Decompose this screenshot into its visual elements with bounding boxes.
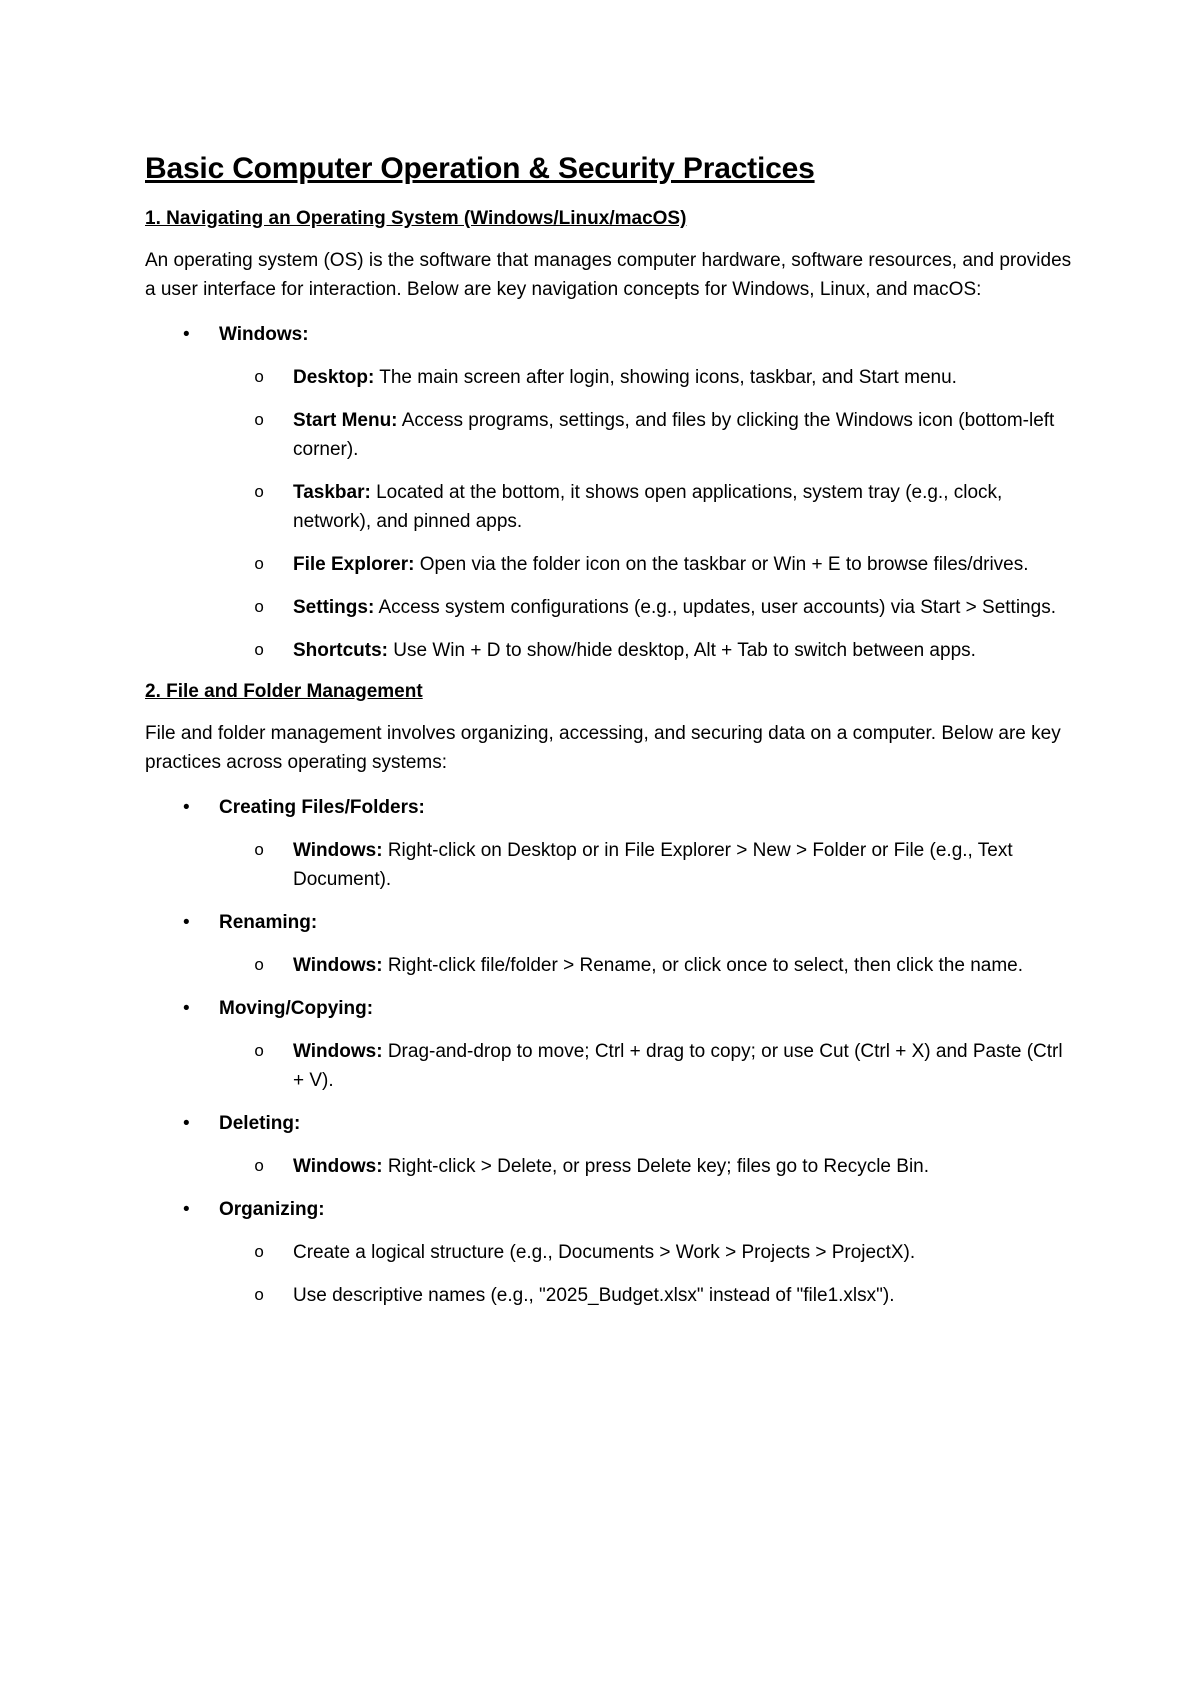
sub-list-item (219, 593, 1075, 622)
sub-bullet-icon: o (254, 369, 265, 388)
list-item (145, 793, 1075, 894)
list-item (145, 908, 1075, 980)
sub-item-text: Access system configurations (e.g., updates, user accounts) via Start > Settings. (374, 597, 1056, 618)
sub-bullet-icon: o (254, 556, 265, 575)
term-label: Desktop: (293, 367, 375, 388)
sub-item-text: Right-click > Delete, or press Delete key; files go to Recycle Bin. (382, 1156, 930, 1177)
list-item-label: Organizing: (219, 1199, 325, 1220)
sub-bullet-icon: o (254, 957, 265, 976)
sub-list-item (219, 1152, 1075, 1181)
sub-list-item (219, 1238, 1075, 1267)
sub-item-text: Right-click file/folder > Rename, or click once to select, then click the name. (382, 955, 1024, 976)
section-intro: An operating system (OS) is the software that manages computer hardware, software resources, and provides a user interface for interaction. Below are key navigation concepts for Windows, Linux, and macOS: (145, 250, 1072, 300)
sub-list-item (219, 550, 1075, 579)
list-item-label: Windows: (219, 324, 309, 345)
sub-bullet-icon: o (254, 1287, 265, 1306)
sub-list-item (219, 836, 1075, 894)
sub-list-item (219, 1037, 1075, 1095)
sub-bullet-icon: o (254, 1158, 265, 1177)
sub-bullet-icon: o (254, 484, 265, 503)
sub-item-text: Access programs, settings, and files by clicking the Windows icon (bottom-left corner). (293, 410, 1055, 460)
section-1 (145, 206, 1075, 665)
sub-item-text: Open via the folder icon on the taskbar or Win + E to browse files/drives. (414, 554, 1029, 575)
list-item-label: Deleting: (219, 1113, 301, 1134)
list-item-label: Renaming: (219, 912, 318, 933)
section-2 (145, 679, 1075, 1310)
sub-item-text: Use descriptive names (e.g., "2025_Budget.xlsx" instead of "file1.xlsx"). (293, 1285, 895, 1306)
sub-list-item (219, 951, 1075, 980)
sub-item-text: Use Win + D to show/hide desktop, Alt + Tab to switch between apps. (388, 640, 976, 661)
sub-bullet-icon: o (254, 412, 265, 431)
term-label: Shortcuts: (293, 640, 388, 661)
sub-list-item (219, 478, 1075, 536)
list-item (145, 1195, 1075, 1310)
sub-list (219, 951, 1075, 980)
sub-list-item (219, 636, 1075, 665)
document-title: Basic Computer Operation & Security Practices (145, 152, 815, 185)
bullet-icon: • (183, 1199, 190, 1220)
sub-item-text: The main screen after login, showing icons, taskbar, and Start menu. (374, 367, 957, 388)
term-label: Windows: (293, 1156, 383, 1177)
sub-list (219, 363, 1075, 665)
term-label: Windows: (293, 840, 383, 861)
term-label: Windows: (293, 955, 383, 976)
sub-list (219, 836, 1075, 894)
term-label: Windows: (293, 1041, 383, 1062)
bullet-icon: • (183, 797, 190, 818)
sub-item-text: Drag-and-drop to move; Ctrl + drag to copy; or use Cut (Ctrl + X) and Paste (Ctrl + V). (293, 1041, 1063, 1091)
term-label: File Explorer: (293, 554, 415, 575)
bullet-list (145, 320, 1075, 665)
section-heading: 2. File and Folder Management (145, 681, 423, 702)
sub-list (219, 1238, 1075, 1310)
bullet-icon: • (183, 324, 190, 345)
document-body (145, 206, 1075, 1310)
sub-list (219, 1037, 1075, 1095)
section-heading: 1. Navigating an Operating System (Windows/Linux/macOS) (145, 208, 687, 229)
sub-item-text: Right-click on Desktop or in File Explorer > New > Folder or File (e.g., Text Document). (293, 840, 1013, 890)
sub-item-text: Located at the bottom, it shows open applications, system tray (e.g., clock, network), and pinned apps. (293, 482, 1003, 532)
sub-bullet-icon: o (254, 842, 265, 861)
list-item (145, 320, 1075, 665)
bullet-icon: • (183, 1113, 190, 1134)
sub-bullet-icon: o (254, 599, 265, 618)
list-item-label: Creating Files/Folders: (219, 797, 425, 818)
term-label: Taskbar: (293, 482, 371, 503)
sub-list-item (219, 406, 1075, 464)
document-page (145, 150, 1075, 1324)
bullet-list (145, 793, 1075, 1310)
sub-list-item (219, 1281, 1075, 1310)
sub-bullet-icon: o (254, 1244, 265, 1263)
sub-bullet-icon: o (254, 1043, 265, 1062)
list-item (145, 1109, 1075, 1181)
bullet-icon: • (183, 912, 190, 933)
term-label: Settings: (293, 597, 375, 618)
bullet-icon: • (183, 998, 190, 1019)
sub-list (219, 1152, 1075, 1181)
list-item-label: Moving/Copying: (219, 998, 374, 1019)
section-intro: File and folder management involves organizing, accessing, and securing data on a computer. Below are key practices across operating systems: (145, 723, 1061, 773)
sub-bullet-icon: o (254, 642, 265, 661)
sub-list-item (219, 363, 1075, 392)
list-item (145, 994, 1075, 1095)
sub-item-text: Create a logical structure (e.g., Documents > Work > Projects > ProjectX). (293, 1242, 916, 1263)
term-label: Start Menu: (293, 410, 398, 431)
